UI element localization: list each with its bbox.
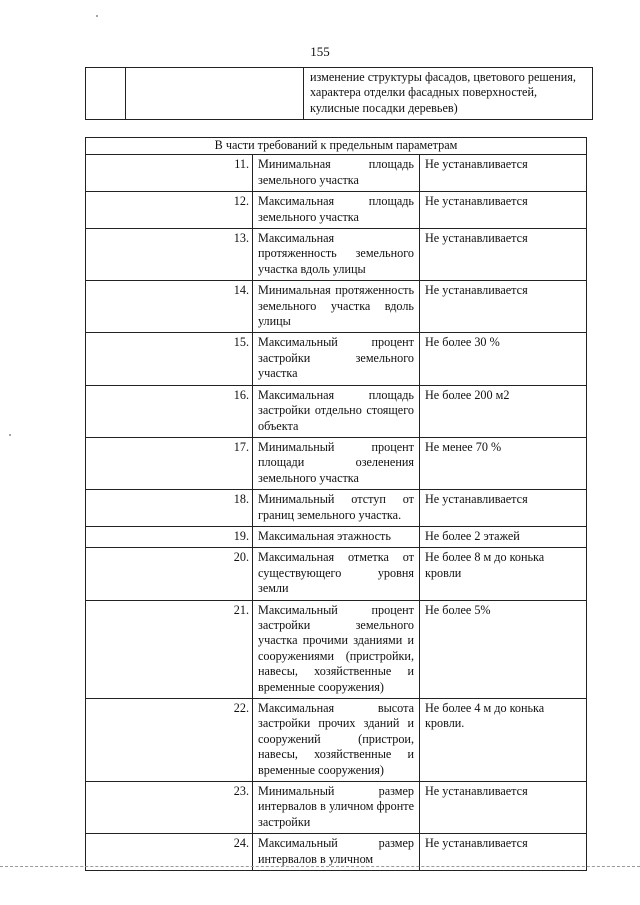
row-number: 17.: [86, 437, 253, 489]
parameter-name: Максимальная этажность: [253, 526, 420, 547]
table-row: [86, 385, 587, 437]
row-number: 14.: [86, 281, 253, 333]
table-row: [86, 155, 587, 192]
parameters-rows: [86, 155, 587, 871]
table-row: [86, 281, 587, 333]
parameter-value: Не более 5%: [420, 600, 587, 698]
row-number: 23.: [86, 782, 253, 834]
table-row: [86, 68, 593, 120]
parameter-name: Максимальная площадь застройки отдельно стоящего объекта: [253, 385, 420, 437]
parameter-name: Максимальный процент застройки земельного участка: [253, 333, 420, 385]
empty-name-cell: [126, 68, 304, 120]
parameter-value: Не устанавливается: [420, 229, 587, 281]
parameter-value: Не устанавливается: [420, 155, 587, 192]
parameter-name: Минимальная площадь земельного участка: [253, 155, 420, 192]
row-number: 12.: [86, 192, 253, 229]
parameter-name: Максимальная площадь земельного участка: [253, 192, 420, 229]
parameter-value: Не устанавливается: [420, 834, 587, 871]
row-number: 13.: [86, 229, 253, 281]
row-number: 18.: [86, 490, 253, 527]
table-row: [86, 333, 587, 385]
page-number: 155: [310, 44, 330, 59]
parameter-value: Не более 200 м2: [420, 385, 587, 437]
parameter-value: Не устанавливается: [420, 490, 587, 527]
table-row: [86, 192, 587, 229]
parameter-value: Не устанавливается: [420, 281, 587, 333]
parameter-value: Не устанавливается: [420, 192, 587, 229]
parameter-name: Максимальная высота застройки прочих зданий и сооружений (пристрои, навесы, хозяйственные и временные сооружения): [253, 699, 420, 782]
parameter-name: Максимальный процент застройки земельного участка прочими зданиями и сооружениями (пристройки, навесы, хозяйственные и временные сооружения): [253, 600, 420, 698]
scan-dot: [96, 15, 98, 17]
row-number: 24.: [86, 834, 253, 871]
row-number: 11.: [86, 155, 253, 192]
continuation-table: [85, 67, 593, 120]
parameter-value: Не устанавливается: [420, 782, 587, 834]
table-row: [86, 490, 587, 527]
scan-edge-line: [0, 866, 640, 867]
parameter-name: Минимальная протяженность земельного участка вдоль улицы: [253, 281, 420, 333]
parameter-value: Не более 2 этажей: [420, 526, 587, 547]
parameter-name: Максимальная протяженность земельного участка вдоль улицы: [253, 229, 420, 281]
row-number: 19.: [86, 526, 253, 547]
parameter-value: Не более 8 м до конька кровли: [420, 548, 587, 600]
section-header-row: [86, 138, 587, 155]
empty-number-cell: [86, 68, 126, 120]
table-row: [86, 437, 587, 489]
table-row: [86, 526, 587, 547]
row-number: 16.: [86, 385, 253, 437]
row-number: 20.: [86, 548, 253, 600]
row-number: 21.: [86, 600, 253, 698]
parameter-name: Минимальный размер интервалов в уличном фронте застройки: [253, 782, 420, 834]
parameters-table: [85, 137, 587, 871]
parameter-name: Минимальный отступ от границ земельного участка.: [253, 490, 420, 527]
table-row: [86, 229, 587, 281]
parameter-value: Не менее 70 %: [420, 437, 587, 489]
parameter-name: Минимальный процент площади озеленения земельного участка: [253, 437, 420, 489]
parameter-name: Максимальная отметка от существующего уровня земли: [253, 548, 420, 600]
parameter-name: Максимальный размер интервалов в уличном: [253, 834, 420, 871]
table-row: [86, 548, 587, 600]
continuation-text: изменение структуры фасадов, цветового решения, характера отделки фасадных поверхностей, кулисные посадки деревьев): [304, 68, 593, 120]
table-row: [86, 699, 587, 782]
parameter-value: Не более 4 м до конька кровли.: [420, 699, 587, 782]
parameter-value: Не более 30 %: [420, 333, 587, 385]
section-header: В части требований к предельным параметрам: [86, 138, 587, 155]
scan-dot: [9, 434, 11, 436]
table-row: [86, 600, 587, 698]
row-number: 22.: [86, 699, 253, 782]
table-row: [86, 782, 587, 834]
row-number: 15.: [86, 333, 253, 385]
